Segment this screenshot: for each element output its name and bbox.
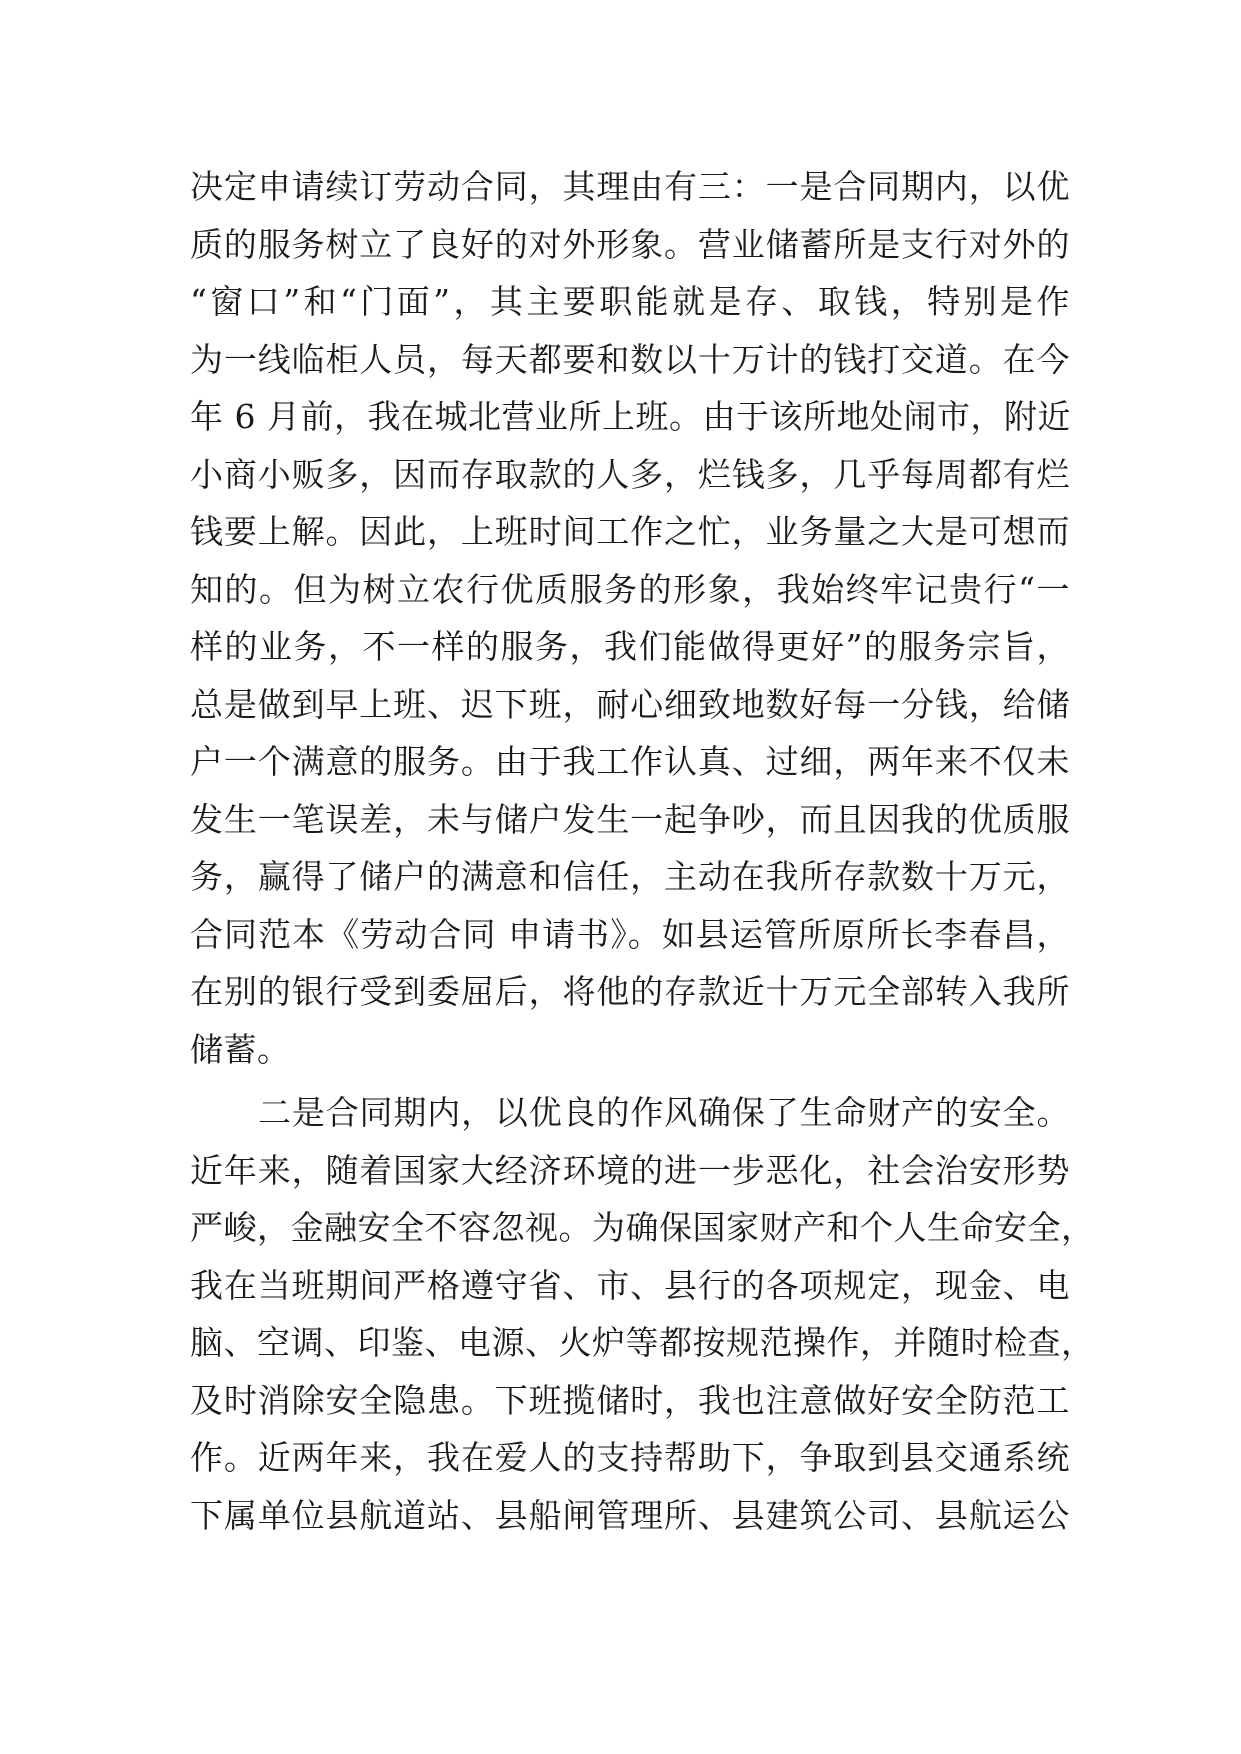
text-line: 户一个满意的服务。由于我工作认真、过细，两年来不仅未 (190, 742, 1070, 781)
text-line: 及时消除安全隐患。下班揽储时，我也注意做好安全防范工 (190, 1380, 1070, 1420)
text-line: 作。近两年来，我在爱人的支持帮助下，争取到县交通系统 (190, 1438, 1070, 1477)
text-line: 质的服务树立了良好的对外形象。营业储蓄所是支行对外的 (190, 224, 1070, 264)
text-line: 二是合同期内，以优良的作风确保了生命财产的安全。 (258, 1093, 1070, 1132)
text-line: 为一线临柜人员，每天都要和数以十万计的钱打交道。在今 (190, 339, 1070, 379)
paragraph-2 (190, 1084, 1095, 1544)
text-line: “窗口”和“门面”，其主要职能就是存、取钱，特别是作 (190, 282, 1070, 321)
text-line: 合同范本《劳动合同 申请书》。如县运管所原所长李春昌， (190, 914, 1070, 954)
text-line: 年 6 月前，我在城北营业所上班。由于该所地处闹市，附近 (190, 397, 1071, 436)
text-line: 知的。但为树立农行优质服务的形象，我始终牢记贵行“一 (190, 569, 1070, 609)
text-line: 总是做到早上班、迟下班，耐心细致地数好每一分钱，给储 (190, 684, 1070, 724)
body-text (190, 158, 1095, 1544)
text-line: 钱要上解。因此，上班时间工作之忙，业务量之大是可想而 (190, 512, 1070, 551)
text-line: 脑、空调、印鉴、电源、火炉等都按规范操作，并随时检查， (190, 1323, 1095, 1362)
paragraph-1 (190, 158, 1070, 1078)
text-line: 我在当班期间严格遵守省、市、县行的各项规定，现金、电 (190, 1265, 1070, 1305)
text-line: 严峻，金融安全不容忽视。为确保国家财产和个人生命安全， (190, 1208, 1095, 1247)
text-line: 发生一笔误差，未与储户发生一起争吵，而且因我的优质服 (190, 799, 1070, 839)
text-line: 决定申请续订劳动合同，其理由有三：一是合同期内，以优 (190, 167, 1070, 206)
text-line: 储蓄。 (190, 1029, 291, 1069)
text-line: 下属单位县航道站、县船闸管理所、县建筑公司、县航运公 (190, 1495, 1070, 1535)
text-line: 在别的银行受到委屈后，将他的存款近十万元全部转入我所 (190, 972, 1070, 1011)
text-line: 小商小贩多，因而存取款的人多，烂钱多，几乎每周都有烂 (190, 454, 1070, 494)
text-line: 近年来，随着国家大经济环境的进一步恶化，社会治安形势 (190, 1150, 1070, 1190)
text-line: 务，赢得了储户的满意和信任，主动在我所存款数十万元， (190, 857, 1070, 896)
text-line: 样的业务，不一样的服务，我们能做得更好”的服务宗旨， (190, 627, 1070, 666)
